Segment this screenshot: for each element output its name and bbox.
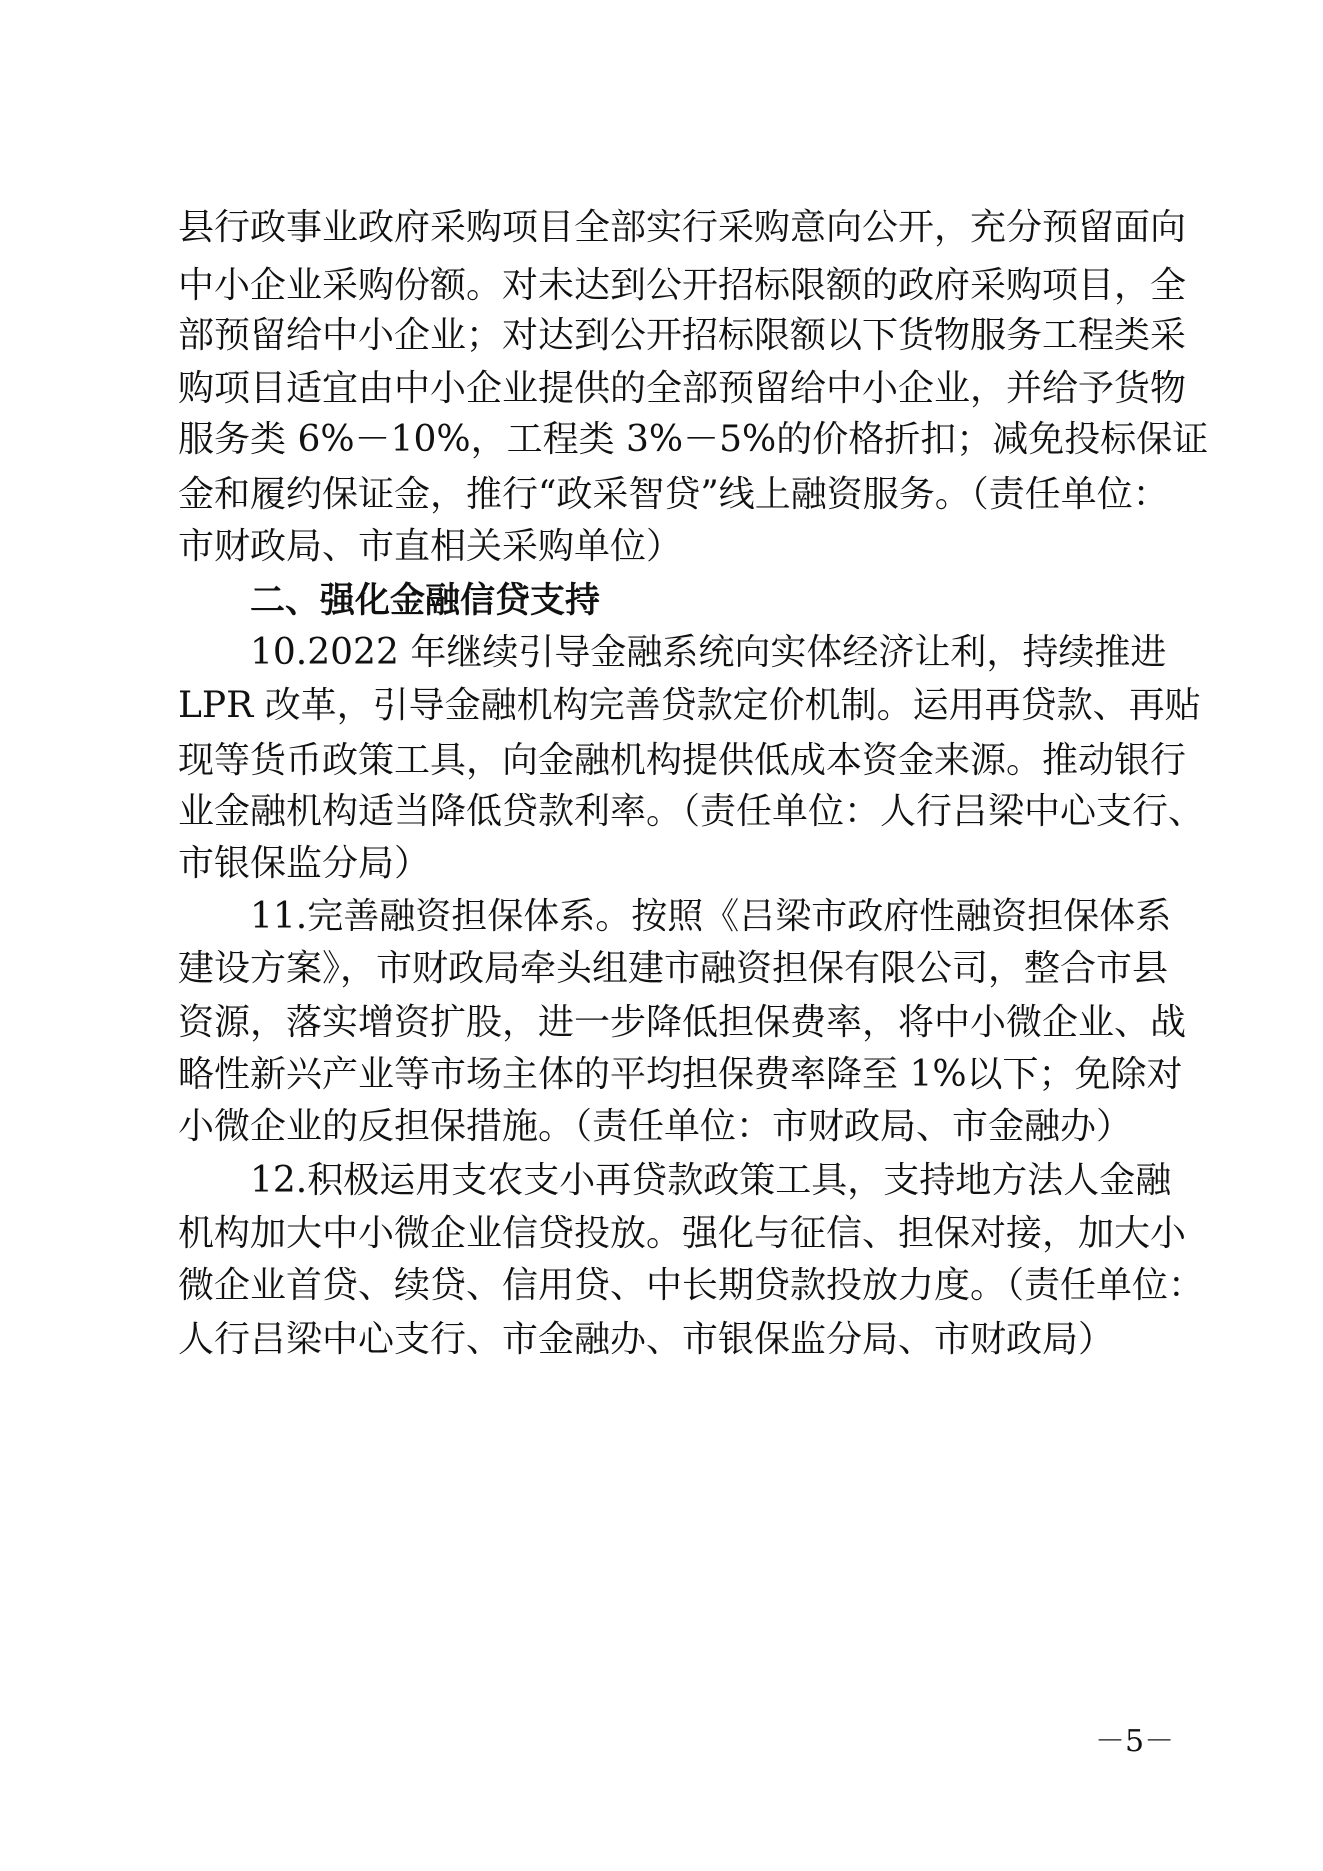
paragraph-line: 业金融机构适当降低贷款利率。（责任单位：人行吕梁中心支行、	[178, 791, 1205, 832]
paragraph-line: 略性新兴产业等市场主体的平均担保费率降至 1%以下；免除对	[178, 1054, 1183, 1095]
section-heading: 二、强化金融信贷支持	[250, 581, 601, 621]
paragraph-line: 人行吕梁中心支行、市金融办、市银保监分局、市财政局）	[178, 1319, 1115, 1360]
paragraph-line: 10.2022 年继续引导金融系统向实体经济让利，持续推进	[250, 632, 1167, 673]
paragraph-line: 金和履约保证金，推行“政采智贷”线上融资服务。（责任单位：	[178, 474, 1169, 515]
paragraph-line: 服务类 6%－10%，工程类 3%－5%的价格折扣；减免投标保证	[178, 419, 1209, 460]
paragraph-line: 建设方案》，市财政局牵头组建市融资担保有限公司，整合市县	[178, 948, 1169, 989]
paragraph-line: 资源，落实增资扩股，进一步降低担保费率，将中小微企业、战	[178, 1002, 1187, 1043]
paragraph-line: 市财政局、市直相关采购单位）	[178, 526, 683, 567]
paragraph-line: LPR 改革，引导金融机构完善贷款定价机制。运用再贷款、再贴	[178, 685, 1201, 726]
paragraph-line: 微企业首贷、续贷、信用贷、中长期贷款投放力度。（责任单位：	[178, 1265, 1205, 1306]
paragraph-line: 12.积极运用支农支小再贷款政策工具，支持地方法人金融	[250, 1160, 1172, 1201]
paragraph-line: 县行政事业政府采购项目全部实行采购意向公开，充分预留面向	[178, 207, 1187, 248]
paragraph-line: 现等货币政策工具，向金融机构提供低成本资金来源。推动银行	[178, 740, 1187, 781]
paragraph-line: 11.完善融资担保体系。按照《吕梁市政府性融资担保体系	[250, 896, 1172, 937]
paragraph-line: 小微企业的反担保措施。（责任单位：市财政局、市金融办）	[178, 1106, 1133, 1147]
paragraph-line: 部预留给中小企业；对达到公开招标限额以下货物服务工程类采	[178, 315, 1187, 356]
paragraph-line: 中小企业采购份额。对未达到公开招标限额的政府采购项目，全	[178, 265, 1187, 306]
page-number: －5－	[1095, 1724, 1175, 1759]
paragraph-line: 机构加大中小微企业信贷投放。强化与征信、担保对接，加大小	[178, 1213, 1187, 1254]
paragraph-line: 市银保监分局）	[178, 843, 431, 884]
paragraph-line: 购项目适宜由中小企业提供的全部预留给中小企业，并给予货物	[178, 368, 1187, 409]
